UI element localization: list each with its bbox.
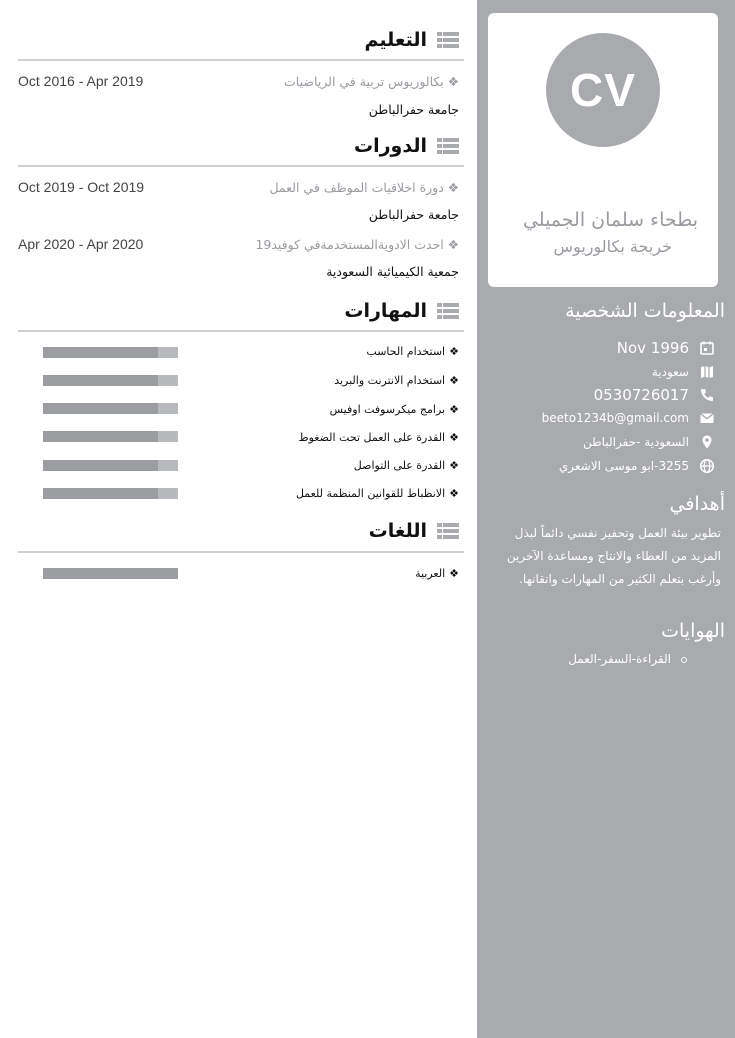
calendar-icon (699, 340, 715, 356)
course-entry-dates: Apr 2020 - Apr 2020 (18, 236, 144, 252)
info-phone (594, 385, 715, 405)
list-icon (437, 302, 459, 320)
profile-subtitle: خريجة بكالوريوس (553, 237, 672, 256)
diamond-bullet-icon: ❖ (449, 345, 459, 358)
profile-card (488, 13, 718, 287)
diamond-bullet-icon: ❖ (449, 403, 459, 416)
skill-bar-fill (43, 431, 158, 442)
info-text: السعودية -حفرالباطن (582, 435, 689, 449)
skill-label-text: استخدام الحاسب (366, 345, 446, 358)
skill-label (334, 374, 459, 387)
phone-icon (699, 387, 715, 403)
courses-heading (354, 132, 459, 160)
list-icon (437, 522, 459, 540)
list-icon (437, 137, 459, 155)
info-text: beeto1234b@gmail.com (541, 411, 689, 425)
skill-bar (43, 347, 178, 358)
skill-label-text: القدرة على العمل تحت الضغوط (298, 431, 446, 444)
skill-label-text: القدرة على التواصل (353, 459, 446, 472)
diamond-bullet-icon: ❖ (449, 487, 459, 500)
profile-name: بطحاء سلمان الجميلي (522, 209, 698, 231)
info-text: 0530726017 (593, 386, 689, 404)
entry-title-text: احدث الادويةالمستخدمةفي كوفيد19 (255, 237, 444, 252)
location-pin-icon (699, 434, 715, 450)
skill-bar-fill (43, 347, 158, 358)
skill-label (296, 487, 459, 500)
section-divider (18, 330, 464, 332)
goals-text: تطوير بيئة العمل وتحفيز نفسي دائماً لبذل المزيد من العطاء والانتاج ومساعدة الآخرين وأرغب بتعلم الكثير من المهارات واتقانها. (506, 526, 721, 586)
skill-bar-fill (43, 403, 158, 414)
skill-bar-fill (43, 460, 158, 471)
section-divider (18, 59, 464, 61)
skill-bar-fill (43, 488, 158, 499)
education-heading (364, 26, 459, 54)
map-icon (699, 364, 715, 380)
language-label (415, 567, 459, 580)
language-bar (43, 568, 178, 579)
diamond-bullet-icon: ❖ (449, 459, 459, 472)
info-email (542, 408, 715, 428)
language-label-text: العربية (415, 567, 446, 580)
skill-bar (43, 431, 178, 442)
globe-icon (699, 458, 715, 474)
skill-label (354, 459, 459, 472)
skill-label-text: برامج ميكرسوفت اوفيس (329, 403, 446, 416)
hobbies-title: الهوايات (661, 620, 725, 642)
diamond-bullet-icon: ❖ (447, 237, 459, 252)
bullet-circle-icon (681, 657, 687, 663)
skill-bar (43, 488, 178, 499)
section-title: المهارات (344, 300, 427, 322)
diamond-bullet-icon: ❖ (447, 74, 459, 89)
mail-icon (699, 410, 715, 426)
personal-info-title: المعلومات الشخصية (565, 300, 725, 322)
skill-bar (43, 460, 178, 471)
course-entry-title (255, 237, 459, 252)
avatar: CV (546, 33, 660, 147)
diamond-bullet-icon: ❖ (449, 431, 459, 444)
list-icon (437, 31, 459, 49)
info-nationality (652, 362, 715, 382)
course-entry-org: جامعة حفرالباطن (368, 207, 459, 222)
course-entry-title (269, 180, 459, 195)
entry-title-text: دورة اخلاقيات الموظف في العمل (269, 180, 444, 195)
section-divider (18, 551, 464, 553)
info-text: 3255-ابو موسى الاشعري (558, 459, 689, 473)
info-street (559, 456, 715, 476)
section-divider (18, 165, 464, 167)
education-entry-title (284, 74, 459, 89)
skill-label (298, 431, 459, 444)
section-title: اللغات (368, 520, 427, 542)
hobby-text: القراءة-السفر-العمل (568, 652, 671, 666)
skill-label (330, 403, 459, 416)
skill-label-text: الانظباط للقوانين المنظمة للعمل (295, 487, 446, 500)
info-address (583, 432, 715, 452)
info-text: Nov 1996 (616, 339, 689, 357)
skill-label-text: استخدام الانترنت والبريد (334, 374, 446, 387)
skill-bar (43, 403, 178, 414)
info-birthdate (617, 338, 715, 358)
entry-title-text: بكالوريوس تربية في الرياضيات (284, 74, 444, 89)
course-entry-org: جمعية الكيميائية السعودية (326, 264, 459, 279)
skill-bar (43, 375, 178, 386)
section-title: الدورات (354, 135, 427, 157)
hobby-item (568, 652, 687, 666)
sidebar (477, 0, 735, 1038)
skill-bar-fill (43, 375, 158, 386)
language-bar-fill (43, 568, 178, 579)
goals-title: أهدافي (669, 493, 725, 515)
education-entry-org: جامعة حفرالباطن (368, 102, 459, 117)
diamond-bullet-icon: ❖ (449, 374, 459, 387)
diamond-bullet-icon: ❖ (447, 180, 459, 195)
skills-heading (344, 297, 459, 325)
course-entry-dates: Oct 2019 - Oct 2019 (18, 179, 145, 195)
education-entry-dates: Oct 2016 - Apr 2019 (18, 73, 144, 89)
skill-label (366, 345, 459, 358)
section-title: التعليم (364, 29, 427, 51)
info-text: سعودية (651, 365, 689, 379)
diamond-bullet-icon: ❖ (449, 567, 459, 580)
languages-heading (369, 517, 459, 545)
